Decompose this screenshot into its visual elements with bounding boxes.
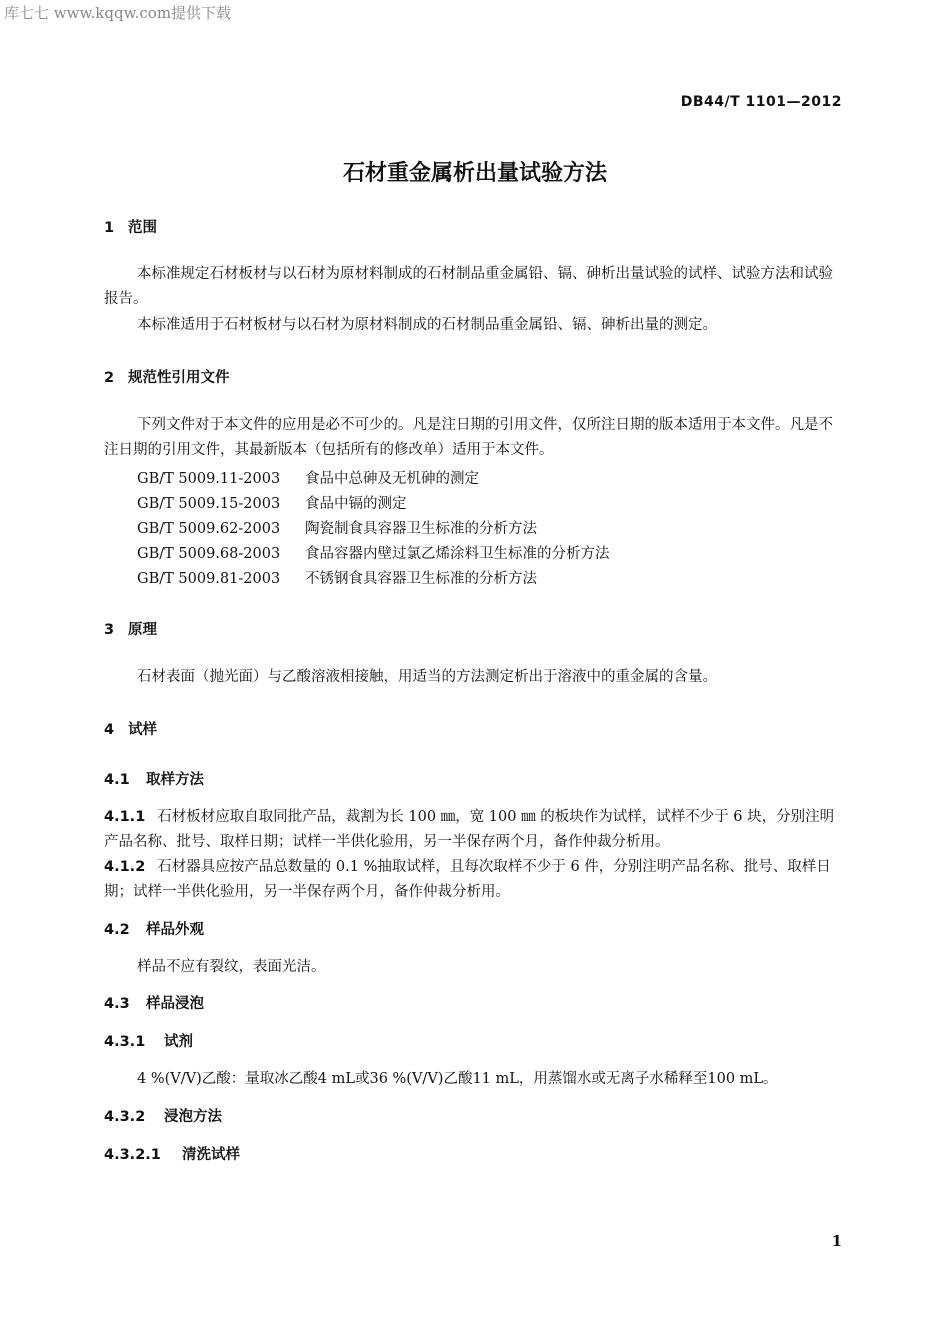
section-1-paragraph-1: 本标准规定石材板材与以石材为原材料制成的石材制品重金属铅、镉、砷析出量试验的试样、试验方法和试验报告。: [104, 266, 833, 307]
section-3-paragraph-1: 石材表面（抛光面）与乙酸溶液相接触，用适当的方法测定析出于溶液中的重金属的含量。: [137, 669, 717, 685]
watermark: 库七七 www.kqqw.com提供下载: [4, 4, 232, 22]
section-title: 清洗试样: [182, 1147, 240, 1163]
reference-item: [137, 467, 479, 488]
reference-code: GB/T 5009.15-2003: [137, 496, 281, 512]
section-4-1-heading: [104, 768, 204, 789]
section-1-paragraph-2: 本标准适用于石材板材与以石材为原材料制成的石材制品重金属铅、镉、砷析出量的测定。: [137, 317, 717, 333]
clause-4-1-1: [104, 805, 844, 855]
section-number: 4.3: [104, 996, 130, 1012]
section-title: 规范性引用文件: [128, 370, 230, 386]
section-title: 取样方法: [146, 772, 204, 788]
clause-text: 石材板材应取自取同批产品，裁割为长 100 ㎜，宽 100 ㎜ 的板块作为试样，试样不少于 6 块，分别注明产品名称、批号、取样日期；试样一半供化验用，另一半保存两个月，备作仲裁分析用。: [104, 809, 835, 850]
section-title: 浸泡方法: [164, 1109, 222, 1125]
reference-item: [137, 517, 537, 538]
page-title: 石材重金属析出量试验方法: [342, 161, 607, 186]
section-number: 4.3.2: [104, 1109, 146, 1125]
section-2-heading: [104, 366, 230, 387]
reference-code: GB/T 5009.68-2003: [137, 546, 281, 562]
section-1-heading: [104, 216, 157, 237]
section-4-3-1-heading: [104, 1030, 193, 1051]
reference-name: 食品容器内壁过氯乙烯涂料卫生标准的分析方法: [305, 546, 610, 562]
section-title: 试剂: [164, 1034, 193, 1050]
reference-code: GB/T 5009.11-2003: [137, 471, 281, 487]
reference-item: [137, 567, 537, 588]
section-4-3-heading: [104, 992, 204, 1013]
reference-name: 食品中总砷及无机砷的测定: [305, 471, 479, 487]
section-title: 样品外观: [146, 922, 204, 938]
section-2-paragraph-1: 下列文件对于本文件的应用是必不可少的。凡是注日期的引用文件，仅所注日期的版本适用于本文件。凡是不注日期的引用文件，其最新版本（包括所有的修改单）适用于本文件。: [104, 417, 833, 458]
section-4-3-2-heading: [104, 1105, 222, 1126]
section-title: 试样: [128, 722, 157, 738]
section-3-heading: [104, 618, 157, 639]
reference-code: GB/T 5009.62-2003: [137, 521, 281, 537]
clause-4-1-2: [104, 855, 844, 905]
section-title: 样品浸泡: [146, 996, 204, 1012]
section-number: 1: [104, 220, 115, 236]
section-4-3-1-text: 4 %(V/V)乙酸：量取冰乙酸4 mL或36 %(V/V)乙酸11 mL，用蒸馏水或无离子水稀释至100 mL。: [137, 1071, 778, 1087]
section-number: 4.1: [104, 772, 130, 788]
clause-text: 石材器具应按产品总数量的 0.1 %抽取试样，且每次取样不少于 6 件，分别注明产品名称、批号、取样日期；试样一半供化验用，另一半保存两个月，备作仲裁分析用。: [104, 859, 831, 900]
section-number: 4.3.1: [104, 1034, 146, 1050]
section-4-3-2-1-heading: [104, 1143, 240, 1164]
section-number: 2: [104, 370, 115, 386]
section-4-2-text: 样品不应有裂纹，表面光洁。: [137, 959, 326, 975]
reference-item: [137, 542, 610, 563]
clause-number: 4.1.2: [104, 859, 146, 875]
section-number: 4.3.2.1: [104, 1147, 161, 1163]
section-title: 原理: [128, 622, 157, 638]
reference-name: 陶瓷制食具容器卫生标准的分析方法: [305, 521, 537, 537]
section-number: 4: [104, 722, 115, 738]
section-title: 范围: [128, 220, 157, 236]
reference-code: GB/T 5009.81-2003: [137, 571, 281, 587]
document-number: DB44/T 1101—2012: [680, 94, 842, 110]
section-4-2-heading: [104, 918, 204, 939]
reference-item: [137, 492, 407, 513]
clause-number: 4.1.1: [104, 809, 146, 825]
section-4-heading: [104, 718, 157, 739]
reference-name: 食品中镉的测定: [305, 496, 407, 512]
reference-name: 不锈钢食具容器卫生标准的分析方法: [305, 571, 537, 587]
page-number: 1: [831, 1232, 842, 1250]
section-number: 3: [104, 622, 115, 638]
section-number: 4.2: [104, 922, 130, 938]
